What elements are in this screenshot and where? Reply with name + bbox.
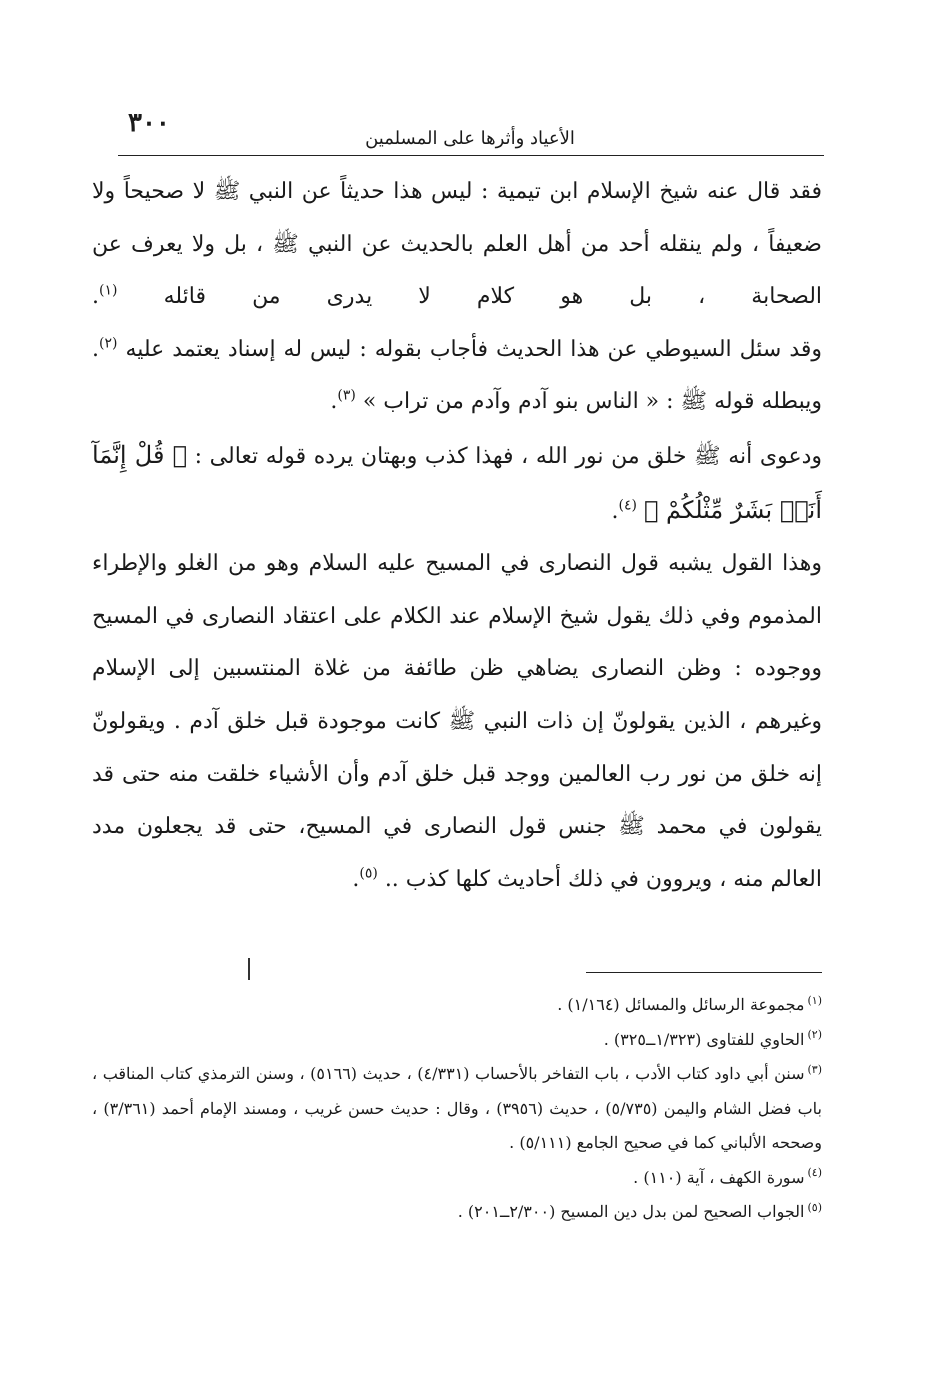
footnote-5	[92, 1195, 822, 1230]
paragraph-2-tail: .	[330, 389, 338, 415]
paragraph-2-mid: . ويبطله قوله ﷺ : « الناس بنو آدم وآدم من تراب »	[92, 336, 822, 415]
footnote-rule	[586, 972, 822, 973]
page-number: ٣٠٠	[128, 108, 170, 138]
footnote-4	[92, 1161, 822, 1196]
paragraph-4	[92, 538, 822, 906]
footnote-ref-3: (٣)	[337, 388, 356, 405]
footnote-ref-1: (١)	[99, 282, 118, 299]
body-text	[92, 166, 822, 906]
footnote-2-num: (٢)	[807, 1028, 822, 1042]
footnote-5-text: الجواب الصحيح لمن بدل دين المسيح (٢/٣٠٠ــ٢٠١) .	[457, 1202, 805, 1221]
paragraph-2	[92, 324, 822, 429]
paragraph-3	[92, 429, 822, 538]
footnote-ref-4: (٤)	[618, 497, 637, 514]
paragraph-1-text: فقد قال عنه شيخ الإسلام ابن تيمية : ليس هذا حديثاً عن النبي ﷺ لا صحيحاً ولا ضعيفاً ، ولم ينقله أحد من أهل العلم بالحديث عن النبي ﷺ ، بل ولا يعرف عن الصحابة ، بل هو كلام لا يدرى من قائله	[92, 179, 823, 310]
footnote-2	[92, 1023, 822, 1058]
header-rule	[118, 155, 824, 156]
footnotes	[92, 988, 822, 1230]
running-title: الأعياد وأثرها على المسلمين	[365, 128, 575, 149]
stray-mark	[248, 958, 250, 980]
paragraph-3-tail: .	[611, 498, 619, 524]
paragraph-3-text: ودعوى أنه ﷺ خلق من نور الله ، فهذا كذب وبهتان يرده قوله تعالى :	[194, 443, 822, 469]
footnote-3-num: (٣)	[807, 1062, 823, 1076]
footnote-1	[92, 988, 822, 1023]
paragraph-1-tail: .	[92, 284, 99, 310]
footnote-5-num: (٥)	[807, 1200, 822, 1214]
footnote-ref-5: (٥)	[359, 865, 378, 882]
footnote-1-num: (١)	[807, 993, 822, 1007]
quran-verse: ﴿ قُلْ إِنَّمَآ أَنَا۠ بَشَرٌ مِّثْلُكُمْ ﴾	[92, 440, 822, 524]
footnote-3-text: سنن أبي داود كتاب الأدب ، باب التفاخر بالأحساب (٤/٣٣١) ، حديث (٥١٦٦) ، وسنن الترمذي كتاب المناقب ، باب فضل الشام واليمن (٥/٧٣٥) ، حديث (٣٩٥٦) ، وقال : حديث حسن غريب ، ومسند الإمام أحمد (٣/٣٦١) ، وصححه الألباني كما في صحيح الجامع (٥/١١١) .	[92, 1064, 823, 1152]
paragraph-4-text: وهذا القول يشبه قول النصارى في المسيح عليه السلام وهو من الغلو والإطراء المذموم وفي ذلك يقول شيخ الإسلام عند الكلام على اعتقاد النصارى في المسيح ووجوده : وظن النصارى يضاهي ظن طائفة من غلاة المنتسبين إلى الإسلام وغيرهم ، الذين يقولونّ إن ذات النبي ﷺ كانت موجودة قبل خلق آدم . ويقولونّ إنه خلق من نور رب العالمين ووجد قبل خلق آدم وأن الأشياء خلقت منه حتى قد يقولون في محمد ﷺ جنس قول النصارى في المسيح، حتى قد يجعلون مدد العالم منه ، ويروون في ذلك أحاديث كلها كذب ..	[92, 551, 823, 892]
paragraph-1	[92, 166, 822, 324]
footnote-4-num: (٤)	[807, 1166, 822, 1180]
footnote-ref-2: (٢)	[99, 335, 118, 352]
footnote-1-text: مجموعة الرسائل والمسائل (١/١٦٤) .	[557, 995, 805, 1014]
paragraph-4-tail: .	[352, 866, 360, 892]
footnote-3	[92, 1057, 822, 1161]
paragraph-2-text: وقد سئل السيوطي عن هذا الحديث فأجاب بقوله : ليس له إسناد يعتمد عليه	[125, 336, 823, 362]
footnote-4-text: سورة الكهف ، آية (١١٠) .	[633, 1167, 805, 1187]
footnote-2-text: الحاوي للفتاوى (١/٣٢٣ــ٣٢٥) .	[603, 1029, 805, 1049]
